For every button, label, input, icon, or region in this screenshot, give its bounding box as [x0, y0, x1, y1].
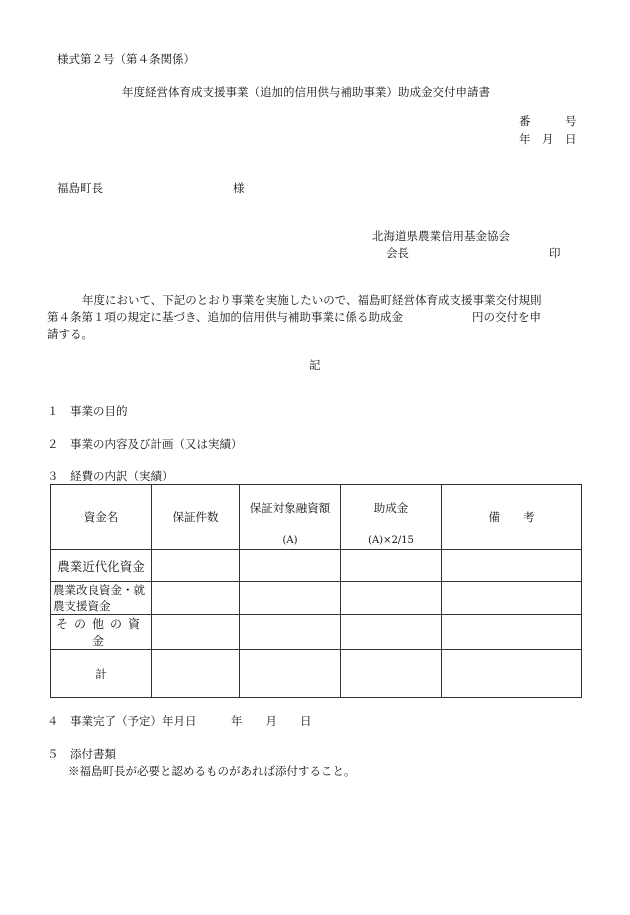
row-fund-name: その他の資金	[51, 615, 152, 650]
cell-remarks	[442, 650, 582, 698]
item-5-attachments: ５ 添付書類	[47, 747, 116, 761]
cell-loan-amount	[240, 650, 341, 698]
applicant-organization: 北海道県農業信用基金協会	[372, 229, 510, 243]
item-4-completion-date: ４ 事業完了（予定）年月日 年 月 日	[47, 714, 312, 728]
table-row	[51, 550, 582, 582]
cell-loan-amount	[240, 615, 341, 650]
header-fund-name: 資金名	[51, 485, 152, 550]
cell-grant	[341, 582, 442, 615]
addressee: 福島町長	[57, 181, 103, 195]
cell-loan-amount	[240, 550, 341, 582]
addressee-suffix: 様	[233, 181, 245, 195]
cell-loan-amount	[240, 582, 341, 615]
header-loan-amount-label: 保証対象融資額	[249, 501, 331, 515]
body-text-line3: 請する。	[47, 327, 93, 341]
date-label: 年 月 日	[519, 132, 577, 146]
applicant-title: 会長	[386, 246, 409, 260]
cell-remarks	[442, 550, 582, 582]
item-5-note: ※福島町長が必要と認めるものがあれば添付すること。	[68, 764, 356, 778]
cell-guarantee-count	[152, 582, 240, 615]
item-2-content: ２ 事業の内容及び計画（又は実績）	[47, 437, 243, 451]
seal-mark: 印	[549, 246, 561, 260]
cell-guarantee-count	[152, 615, 240, 650]
cell-remarks	[442, 615, 582, 650]
header-grant	[341, 485, 442, 550]
item-1-purpose: １ 事業の目的	[47, 404, 128, 418]
header-grant-label: 助成金	[373, 501, 409, 515]
number-label: 番 号	[519, 114, 577, 128]
header-grant-sub: (A)×2/15	[368, 535, 414, 546]
ki-mark: 記	[309, 358, 321, 372]
header-loan-amount-sub: (A)	[282, 535, 298, 546]
header-loan-amount	[240, 485, 341, 550]
cell-grant	[341, 650, 442, 698]
form-label: 様式第２号（第４条関係）	[57, 52, 195, 66]
table-row-total	[51, 650, 582, 698]
header-guarantee-count: 保証件数	[152, 485, 240, 550]
table-row	[51, 582, 582, 615]
cell-grant	[341, 550, 442, 582]
header-remarks: 備 考	[442, 485, 582, 550]
cell-remarks	[442, 582, 582, 615]
body-text-line2: 第４条第１項の規定に基づき、追加的信用供与補助事業に係る助成金 円の交付を申	[47, 310, 542, 324]
cell-guarantee-count	[152, 650, 240, 698]
body-text-line1: 年度において、下記のとおり事業を実施したいので、福島町経営体育成支援事業交付規則	[82, 293, 542, 307]
cell-grant	[341, 615, 442, 650]
document-title: 年度経営体育成支援事業（追加的信用供与補助事業）助成金交付申請書	[122, 85, 490, 99]
row-fund-name: 農業近代化資金	[51, 550, 152, 582]
row-total-label: 計	[51, 650, 152, 698]
row-fund-name: 農業改良資金・就農支援資金	[51, 582, 152, 615]
expense-table	[50, 484, 582, 698]
table-row	[51, 615, 582, 650]
item-3-expenses: ３ 経費の内訳（実績）	[47, 469, 174, 483]
cell-guarantee-count	[152, 550, 240, 582]
